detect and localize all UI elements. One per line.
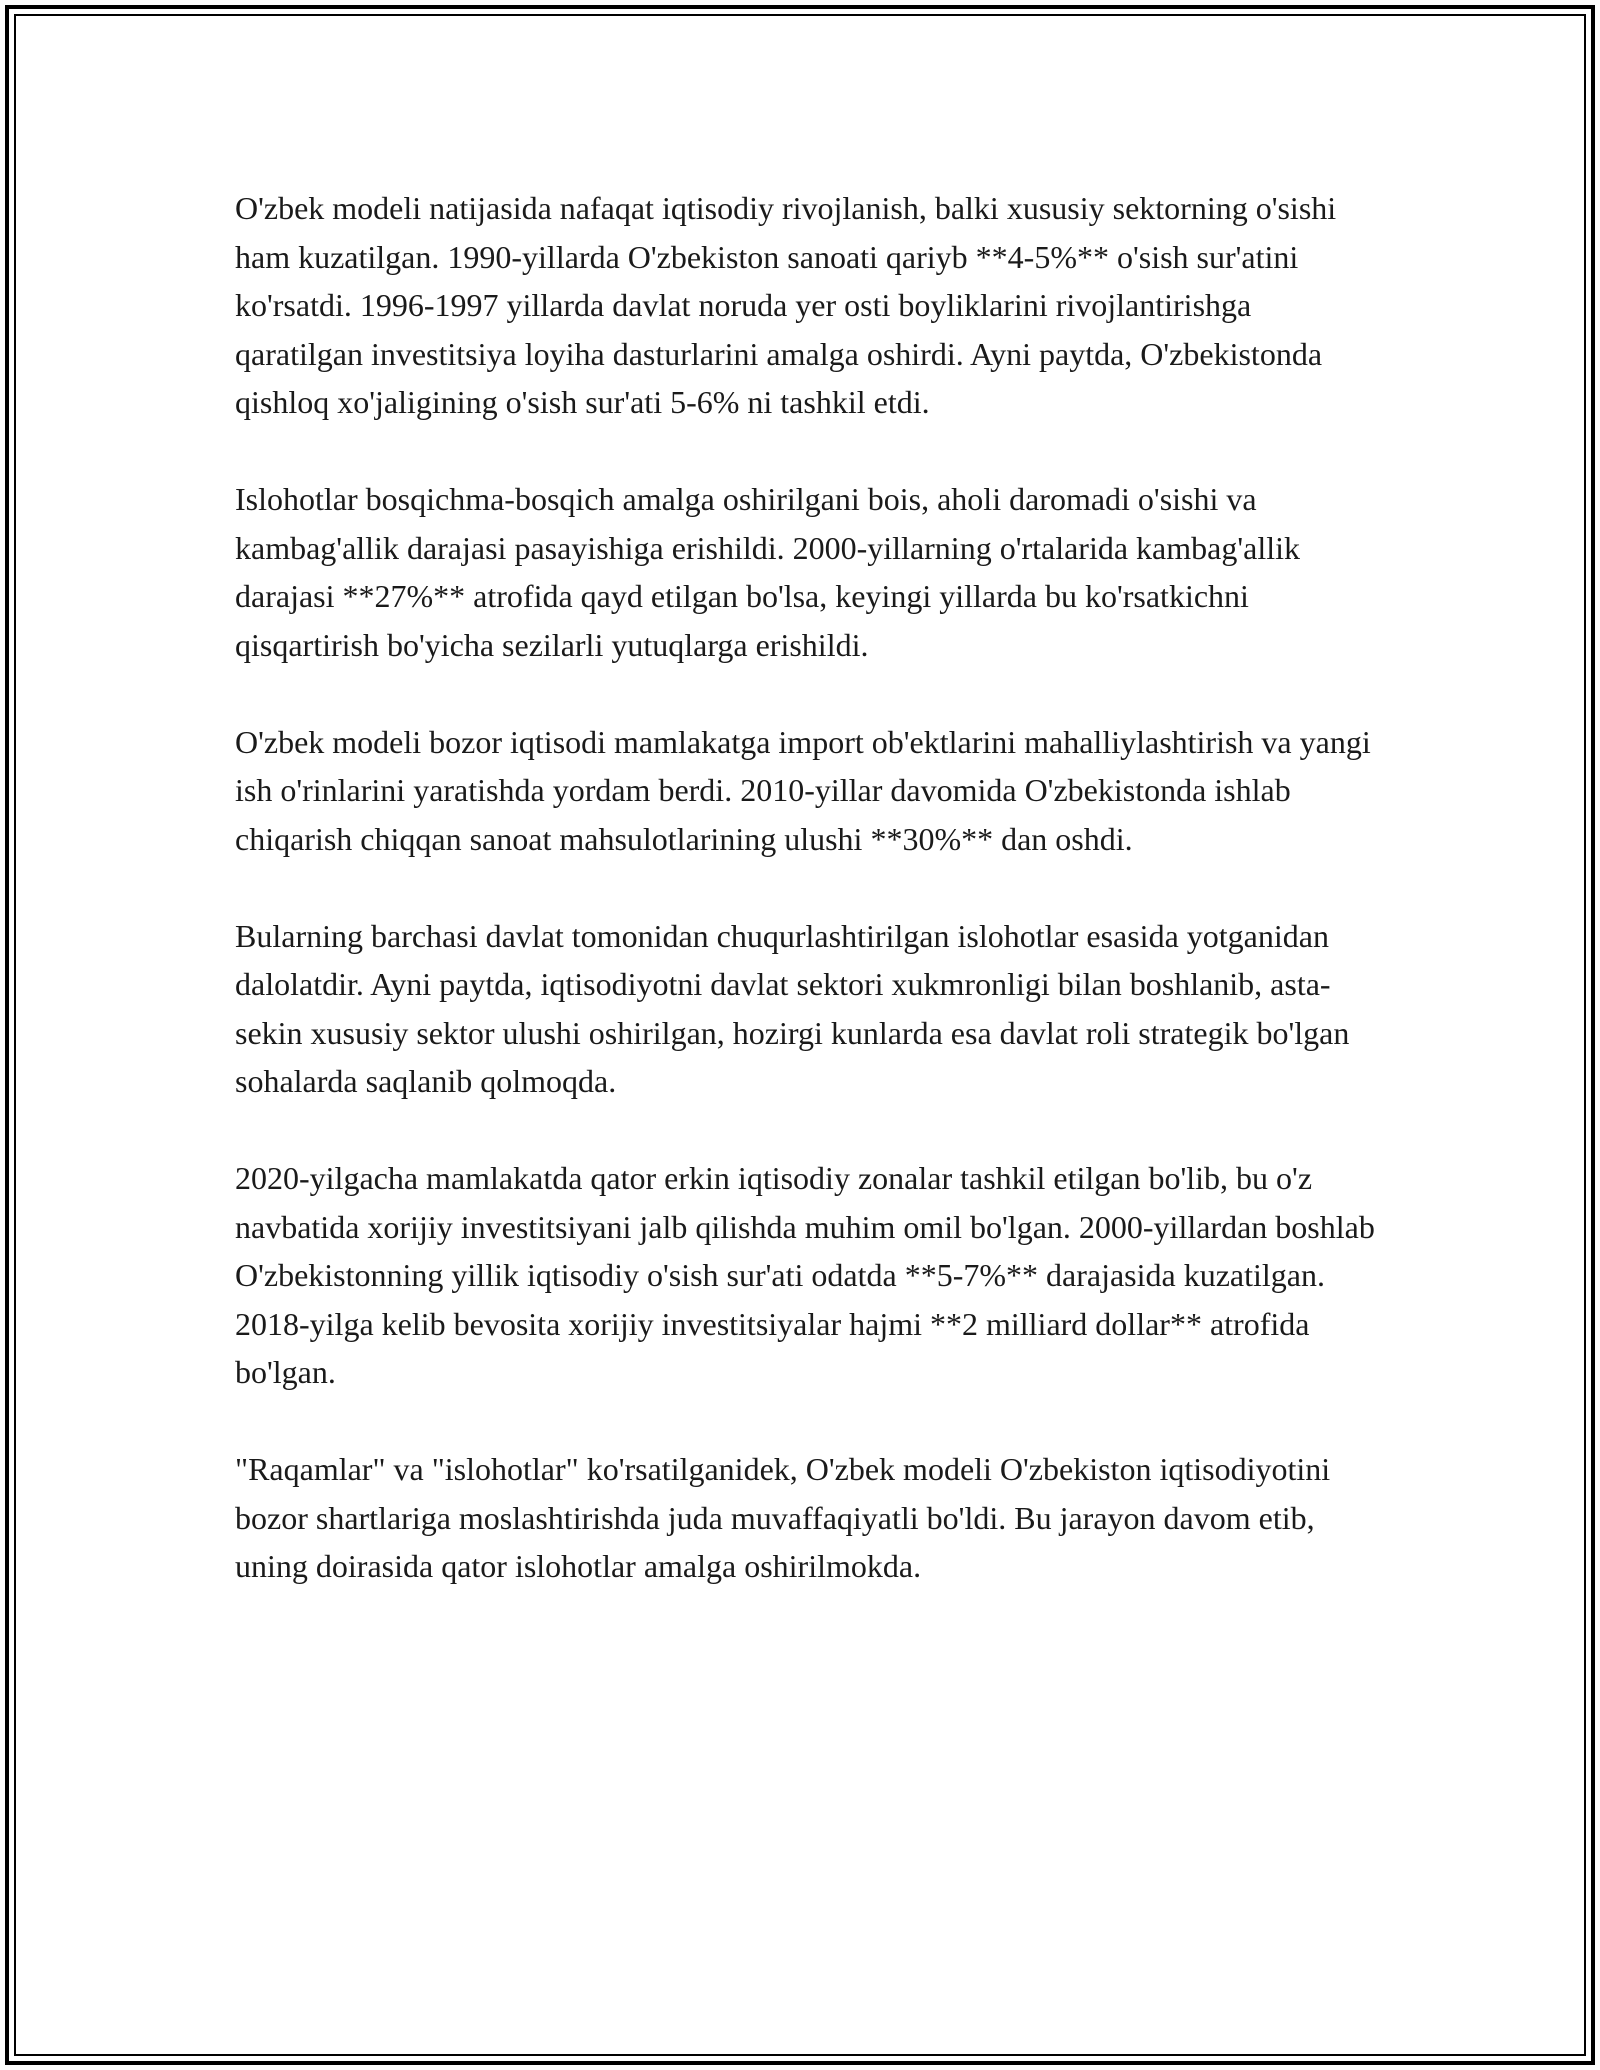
paragraph-3: O'zbek modeli bozor iqtisodi mamlakatga import ob'ektlarini mahalliylashtirish va yangi ish o'rinlarini yaratishda yordam berdi. 2010-yillar davomida O'zbekistonda ishlab chiqarish chiqqan sanoat mahsulotlarining ulushi **30%** dan oshdi.: [235, 723, 1371, 857]
paragraph-5: 2020-yilgacha mamlakatda qator erkin iqtisodiy zonalar tashkil etilgan bo'lib, bu o'z navbatida xorijiy investitsiyani jalb qilishda muhim omil bo'lgan. 2000-yillardan boshlab O'zbekistonning yillik iqtisodiy o'sish sur'ati odatda **5-7%** darajasida kuzatilgan. 2018-yilga kelib bevosita xorijiy investitsiyalar hajmi **2 milliard dollar** atrofida bo'lgan.: [235, 1160, 1375, 1390]
paragraph-4: Bularning barchasi davlat tomonidan chuqurlashtirilgan islohotlar esasida yotganidan dalolatdir. Ayni paytda, iqtisodiyotni davlat sektori xukmronligi bilan boshlanib, asta-sekin xususiy sektor ulushi oshirilgan, hozirgi kunlarda esa davlat roli strategik bo'lgan sohalarda saqlanib qolmoqda.: [235, 917, 1350, 1099]
paragraph-6: "Raqamlar" va "islohotlar" ko'rsatilganidek, O'zbek modeli O'zbekiston iqtisodiyotini bozor shartlariga moslashtirishda juda muvaffaqiyatli bo'ldi. Bu jarayon davom etib, uning doirasida qator islohotlar amalga oshirilmokda.: [235, 1451, 1331, 1584]
paragraph-1: O'zbek modeli natijasida nafaqat iqtisodiy rivojlanish, balki xususiy sektorning o'sishi ham kuzatilgan. 1990-yillarda O'zbekiston sanoati qariyb **4-5%** o'sish sur'atini ko'rsatdi. 1996-1997 yillarda davlat noruda yer osti boyliklarini rivojlantirishga qaratilgan investitsiya loyiha dasturlarini amalga oshirdi. Ayni paytda, O'zbekistonda qishloq xo'jaligining o'sish sur'ati 5-6% ni tashkil etdi.: [235, 190, 1337, 420]
document-body: [235, 184, 1375, 1591]
paragraph-2: Islohotlar bosqichma-bosqich amalga oshirilgani bois, aholi daromadi o'sishi va kambag'allik darajasi pasayishiga erishildi. 2000-yillarning o'rtalarida kambag'allik darajasi **27%** atrofida qayd etilgan bo'lsa, keyingi yillarda bu ko'rsatkichni qisqartirish bo'yicha sezilarli yutuqlarga erishildi.: [235, 481, 1300, 663]
